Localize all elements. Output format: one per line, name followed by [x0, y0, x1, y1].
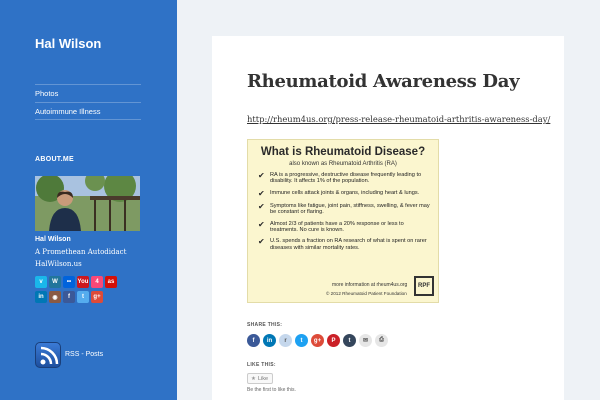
profile-photo-image	[35, 176, 140, 231]
infographic-item	[258, 221, 432, 234]
profile-website[interactable]: HalWilson.us	[35, 260, 82, 268]
linkedin-icon[interactable]: in	[263, 334, 276, 347]
instagram-icon[interactable]: ◉	[49, 291, 61, 303]
googleplus-icon[interactable]: g+	[311, 334, 324, 347]
youtube-icon[interactable]: You	[77, 276, 89, 288]
infographic-more-info: more information at rheum4us.org	[332, 282, 408, 288]
infographic-subtitle: also known as Rheumatoid Arthritis (RA)	[289, 161, 397, 167]
flickr-icon[interactable]: ••	[63, 276, 75, 288]
lastfm-icon[interactable]: as	[105, 276, 117, 288]
menu-item-autoimmune-illness[interactable]: Autoimmune Illness	[35, 102, 141, 120]
checkmark-icon: ✔	[258, 201, 265, 211]
rpf-logo: RPF	[414, 276, 434, 296]
site-title[interactable]: Hal Wilson	[35, 36, 102, 51]
star-icon: ★	[251, 375, 256, 382]
infographic-item-text: RA is a progressive, destructive disease frequently leading to disability. It affects 1% of the population.	[270, 172, 422, 185]
reddit-icon[interactable]: r	[279, 334, 292, 347]
rss-icon[interactable]	[35, 342, 61, 368]
sidebar-menu	[35, 84, 141, 120]
googleplus-icon[interactable]: g+	[91, 291, 103, 303]
wordpress-icon[interactable]: W	[49, 276, 61, 288]
infographic-item	[258, 238, 432, 251]
checkmark-icon: ✔	[258, 188, 265, 198]
like-button-label: Like	[257, 375, 269, 382]
vimeo-icon[interactable]: v	[35, 276, 47, 288]
facebook-icon[interactable]: f	[247, 334, 260, 347]
rss-glyph	[36, 343, 62, 369]
post-link[interactable]: http://rheum4us.org/press-release-rheumatoid-arthritis-awareness-day/	[247, 114, 551, 124]
checkmark-icon: ✔	[258, 219, 265, 229]
sidebar	[0, 0, 177, 400]
pinterest-icon[interactable]: P	[327, 334, 340, 347]
infographic-item-text: U.S. spends a fraction on RA research of what is spent on rarer diseases with similar mortality rates.	[270, 238, 427, 251]
twitter-icon[interactable]: t	[295, 334, 308, 347]
infographic-list	[258, 172, 432, 256]
post-card	[212, 36, 564, 400]
infographic-item-text: Almost 2/3 of patients have a 20% response or less to treatments. No cure is known.	[270, 220, 404, 234]
facebook-icon[interactable]: f	[63, 291, 75, 303]
rss-posts-link[interactable]: RSS - Posts	[65, 351, 104, 358]
infographic-copyright: © 2012 Rheumatoid Patient Foundation	[326, 291, 407, 296]
like-note: Be the first to like this.	[247, 387, 296, 393]
like-this-label: LIKE THIS:	[247, 362, 276, 368]
aboutme-widget-title: ABOUT.ME	[35, 156, 74, 163]
infographic-item	[258, 172, 432, 185]
infographic-item-text: Immune cells attack joints & organs, including heart & lungs.	[270, 189, 420, 196]
share-this-label: SHARE THIS:	[247, 322, 283, 328]
profile-photo[interactable]	[35, 176, 140, 231]
infographic-item	[258, 190, 432, 198]
menu-item-photos[interactable]: Photos	[35, 84, 141, 102]
infographic-title: What is Rheumatoid Disease?	[260, 146, 426, 158]
infographic-item	[258, 203, 432, 216]
post-title[interactable]: Rheumatoid Awareness Day	[247, 71, 520, 92]
checkmark-icon: ✔	[258, 171, 265, 180]
profile-tagline: A Promethean Autodidact	[35, 248, 127, 256]
share-buttons	[247, 334, 388, 347]
tumblr-icon[interactable]: t	[343, 334, 356, 347]
email-icon[interactable]: ✉	[359, 334, 372, 347]
like-button[interactable]	[247, 373, 273, 384]
checkmark-icon: ✔	[258, 237, 265, 247]
foursquare-icon[interactable]: 4	[91, 276, 103, 288]
social-links-row-1	[35, 276, 117, 288]
infographic-item-text: Symptoms like fatigue, joint pain, stiffness, swelling, & fever may be constant or flaring.	[270, 202, 430, 216]
twitter-icon[interactable]: t	[77, 291, 89, 303]
social-links-row-2	[35, 291, 103, 303]
infographic-image[interactable]	[247, 139, 439, 303]
profile-name: Hal Wilson	[35, 236, 71, 243]
linkedin-icon[interactable]: in	[35, 291, 47, 303]
print-icon[interactable]: ⎙	[375, 334, 388, 347]
